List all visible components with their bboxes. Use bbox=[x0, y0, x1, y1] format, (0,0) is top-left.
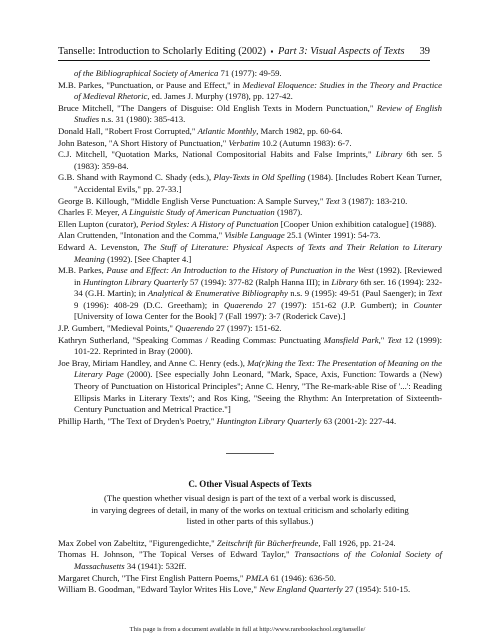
running-header bbox=[58, 46, 430, 61]
entry-text: M.B. Parkes, "Punctuation, or Pause and Effect," in bbox=[58, 79, 243, 90]
entry-text: G.B. Shand with Raymond C. Shady (eds.), bbox=[58, 172, 214, 183]
entry-text: (2000). [See especially John Leonard, "Mark, Space, Axis, Function: Towards a (New) Theory of Punctuation on Historical Principles"; Anne C. Henry, "The Re-mark-able Rise of '...': Reading Ellipsis Marks in Literary Texts"; and Ros King, "Seeing the Rhythm: An Interpretation of Sixteenth-Century Punctuation and Metrical Practice."] bbox=[74, 369, 442, 415]
entry-text: George B. Killough, "Middle English Verse Punctuation: A Sample Survey," bbox=[58, 195, 326, 206]
bibliography-entry bbox=[58, 126, 442, 138]
entry-text: Donald Hall, "Robert Frost Corrupted," bbox=[58, 125, 198, 136]
entry-text: C.J. Mitchell, "Quotation Marks, National Compositorial Habits and False Imprints," bbox=[58, 149, 376, 160]
entry-text: Bruce Mitchell, "The Dangers of Disguise: Old English Texts in Modern Punctuation," bbox=[58, 102, 377, 113]
entry-title-italic: Atlantic Monthly bbox=[197, 125, 257, 136]
entry-text: Ellen Lupton (curator), bbox=[58, 218, 141, 229]
entry-text: , ed. James J. Murphy (1978), pp. 127-42. bbox=[147, 91, 293, 102]
entry-text: 27 (1954): 510-15. bbox=[342, 584, 411, 595]
entry-title-italic: Medieval Eloquence: Studies in the Theory and Practice of Medieval Rhetoric bbox=[74, 79, 442, 102]
bibliography-entry bbox=[58, 538, 442, 550]
bibliography-entry bbox=[58, 549, 442, 572]
bibliography-entry bbox=[58, 149, 442, 172]
page-number: 39 bbox=[419, 46, 430, 57]
entry-text: ," bbox=[378, 334, 388, 345]
entry-text: 25.1 (Winter 1991): 54-73. bbox=[284, 230, 381, 241]
entry-text: n.s. 31 (1980): 385-413. bbox=[99, 114, 186, 125]
bibliography-entry bbox=[58, 335, 442, 358]
entry-title-italic: Library bbox=[331, 276, 358, 287]
bibliography-entry bbox=[58, 265, 442, 323]
entry-text: Kathryn Sutherland, "Speaking Commas / Reading Commas: Punctuating bbox=[58, 334, 324, 345]
bibliography-entry bbox=[58, 207, 442, 219]
entry-text: John Bateson, "A Short History of Punctuation," bbox=[58, 137, 229, 148]
bibliography-entry bbox=[58, 323, 442, 335]
entry-title-italic: New England Quarterly bbox=[259, 584, 343, 595]
entry-title-italic: Text bbox=[325, 195, 340, 206]
entry-text: 63 (2001-2): 227-44. bbox=[321, 415, 397, 426]
entry-title-italic: Huntington Library Quarterly bbox=[82, 276, 188, 287]
bibliography-entry bbox=[58, 358, 442, 416]
entry-text: (1984). [Includes Robert Kean Turner, "Accidental Evils," pp. 27-33.] bbox=[74, 172, 442, 194]
entry-title-italic: Play-Texts in Old Spelling bbox=[213, 172, 306, 183]
bibliography-list bbox=[58, 68, 442, 427]
entry-text: 27 (1997): 151-62 (J.P. Gumbert); in bbox=[262, 299, 414, 310]
entry-title-italic: A Linguistic Study of American Punctuation bbox=[121, 207, 275, 218]
entry-title-italic: Pause and Effect: An Introduction to the History of Punctuation in the West bbox=[106, 265, 374, 276]
entry-text: Joe Bray, Miriam Handley, and Anne C. Henry (eds.), bbox=[58, 357, 248, 368]
entry-title-italic: Mansfield Park bbox=[323, 334, 379, 345]
entry-text: 12 (1999): 101-22. Reprinted in Bray (2000). bbox=[74, 334, 443, 357]
entry-text: Charles F. Meyer, bbox=[58, 207, 122, 218]
entry-text: 27 (1997): 151-62. bbox=[213, 323, 282, 334]
section-divider bbox=[226, 453, 274, 454]
entry-title-italic: Huntington Library Quarterly bbox=[216, 415, 322, 426]
bibliography-entry bbox=[58, 230, 442, 242]
entry-text: 6th ser. 16 (1994): 232-34 (G.H. Martin); in bbox=[74, 276, 443, 299]
bibliography-entry bbox=[58, 103, 442, 126]
entry-title-italic: Analytical & Enumerative Bibliography bbox=[147, 288, 288, 299]
bibliography-entry bbox=[58, 416, 442, 428]
entry-text: William B. Goodman, "Edward Taylor Writes His Love," bbox=[58, 584, 260, 595]
entry-text: Max Zobel von Zabeltitz, "Figurengedichte," bbox=[58, 537, 217, 548]
entry-title-italic: Verbatim bbox=[228, 137, 260, 148]
section-bibliography-list bbox=[58, 538, 442, 596]
entry-title-italic: Period Styles: A History of Punctuation bbox=[140, 218, 279, 229]
entry-title-italic: Visible Language bbox=[224, 230, 285, 241]
entry-text: J.P. Gumbert, "Medieval Points," bbox=[58, 323, 176, 334]
page-body bbox=[58, 68, 442, 596]
entry-text: [Cooper Union exhibition catalogue] (1988). bbox=[278, 218, 437, 229]
bibliography-entry bbox=[58, 172, 442, 195]
entry-text: (1992). [See Chapter 4.] bbox=[104, 253, 192, 264]
entry-text: (1992). [Reviewed in bbox=[74, 265, 443, 287]
section-note bbox=[58, 493, 442, 528]
entry-text: Phillip Harth, "The Text of Dryden's Poetry," bbox=[58, 415, 217, 426]
entry-title-italic: PMLA bbox=[245, 572, 269, 583]
entry-text: 3 (1987): 183-210. bbox=[339, 195, 408, 206]
entry-text: 61 (1946): 636-50. bbox=[268, 572, 336, 583]
entry-title-italic: Library bbox=[375, 149, 403, 160]
entry-text: 34 (1941): 532ff. bbox=[124, 560, 187, 571]
bibliography-entry bbox=[58, 138, 442, 150]
bibliography-entry bbox=[58, 80, 442, 103]
entry-text: Alan Cruttenden, "Intonation and the Comma," bbox=[58, 230, 225, 241]
entry-text: (1987). bbox=[274, 207, 303, 218]
section-heading: C. Other Visual Aspects of Texts bbox=[188, 479, 312, 490]
entry-text: M.B. Parkes, bbox=[58, 265, 107, 276]
entry-text: n.s. 9 (1995): 49-51 (Paul Saenger); in bbox=[287, 288, 428, 299]
entry-title-italic: Quaerendo bbox=[223, 299, 263, 310]
entry-title-italic: Text bbox=[427, 288, 443, 299]
entry-text: 9 (1996): 408-29 (D.C. Greetham); in bbox=[74, 299, 224, 310]
entry-text: , Fall 1926, pp. 21-24. bbox=[318, 537, 396, 548]
entry-title-italic: of the Bibliographical Society of America bbox=[74, 68, 219, 78]
header-title: Tanselle: Introduction to Scholarly Editing (2002) bbox=[58, 46, 266, 57]
entry-text: 10.2 (Autumn 1983): 6-7. bbox=[259, 137, 352, 148]
header-part: Part 3: Visual Aspects of Texts bbox=[277, 46, 405, 57]
section-note-line: in varying degrees of detail, in many of the works on textual criticism and scholarly editing bbox=[91, 504, 409, 515]
entry-title-italic: Text bbox=[387, 334, 402, 345]
page-footer: This page is from a document available in full at http://www.rarebookschool.org/tanselle/ bbox=[129, 626, 366, 633]
bibliography-entry bbox=[58, 242, 442, 265]
entry-text: [University of Iowa Center for the Book] 7 (Fall 1997): 3-7 (Roderick Cave).] bbox=[74, 311, 346, 322]
entry-text: 71 (1977): 49-59. bbox=[218, 68, 282, 78]
entry-title-italic: Ma(r)king the Text: The Presentation of Meaning on the Literary Page bbox=[74, 357, 442, 380]
entry-title-italic: Review of English Studies bbox=[74, 102, 442, 125]
bibliography-entry bbox=[58, 573, 442, 585]
entry-title-italic: Transactions of the Colonial Society of Massachusetts bbox=[74, 549, 442, 571]
entry-title-italic: Quaerendo bbox=[175, 323, 214, 334]
entry-text: 6th ser. 5 (1983): 359-84. bbox=[74, 149, 442, 171]
entry-title-italic: Zeitschrift für Bücherfreunde bbox=[216, 537, 319, 548]
entry-text: Margaret Church, "The First English Pattern Poems," bbox=[58, 572, 246, 583]
entry-text: Thomas H. Johnson, "The Topical Verses of Edward Taylor," bbox=[58, 549, 295, 560]
entry-text: Edward A. Levenston, bbox=[58, 241, 144, 252]
bibliography-entry bbox=[58, 584, 442, 596]
entry-title-italic: Counter bbox=[413, 299, 442, 310]
section-note-line: listed in other parts of this syllabus.) bbox=[186, 516, 314, 527]
bibliography-entry bbox=[58, 196, 442, 208]
entry-title-italic: The Stuff of Literature: Physical Aspects of Texts and Their Relation to Literary Meaning bbox=[74, 241, 443, 264]
bibliography-entry bbox=[58, 219, 442, 231]
header-separator: ▪ bbox=[270, 47, 274, 56]
bibliography-entry bbox=[58, 68, 442, 80]
entry-text: , March 1982, pp. 60-64. bbox=[256, 125, 343, 136]
entry-text: 57 (1994): 377-82 (Ralph Hanna III); in bbox=[187, 276, 332, 287]
section-note-line: (The question whether visual design is part of the text of a verbal work is discussed, bbox=[104, 493, 396, 503]
